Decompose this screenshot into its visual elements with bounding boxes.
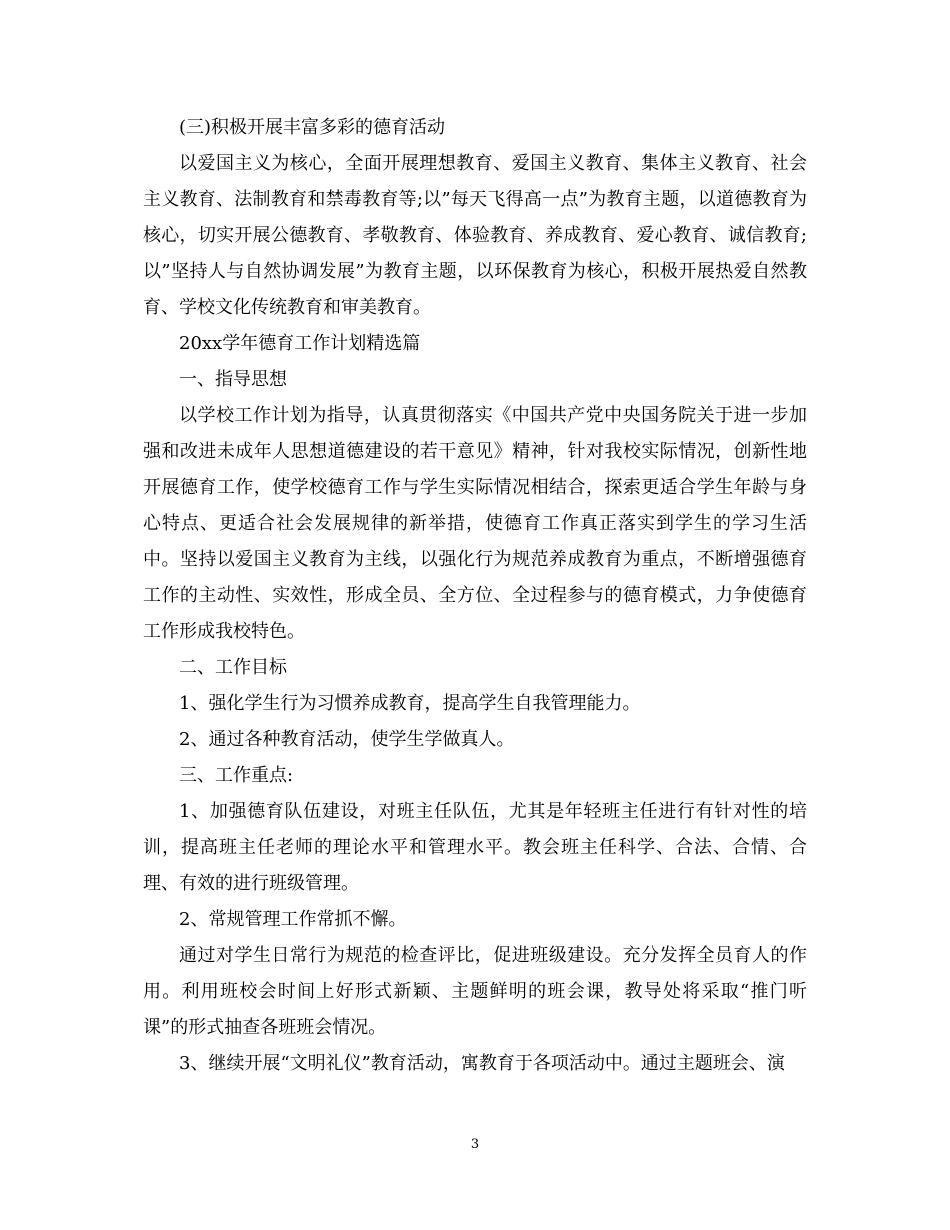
page-number: 3 xyxy=(470,1137,480,1152)
paragraph-guiding-thought: 以学校工作计划为指导，认真贯彻落实《中国共产党中央国务院关于进一步加强和改进未成年人思想道德建设的若干意见》精神，针对我校实际情况，创新性地开展德育工作，使学校德育工作与学生实际情况相结合，探索更适合学生年龄与身心特点、更适合社会发展规律的新举措，使德育工作真正落实到学生的学习生活中。坚持以爱国主义教育为主线，以强化行为规范养成教育为重点，不断增强德育工作的主动性、实效性，形成全员、全方位、全过程参与的德育模式，力争使德育工作形成我校特色。 xyxy=(143,405,807,642)
section-heading-goals: 二、工作目标 xyxy=(179,657,287,678)
focus-item-2: 2、常规管理工作常抓不懈。 xyxy=(179,909,407,930)
focus-item-1: 1、加强德育队伍建设，对班主任队伍，尤其是年轻班主任进行有针对性的培训，提高班主任老师的理论水平和管理水平。教会班主任科学、合法、合情、合理、有效的进行班级管理。 xyxy=(143,801,807,894)
plan-title: 20xx学年德育工作计划精选篇 xyxy=(179,333,421,354)
goal-item-2: 2、通过各种教育活动，使学生学做真人。 xyxy=(179,729,515,750)
document-body xyxy=(143,110,807,1082)
focus-item-3: 3、继续开展“文明礼仪”教育活动，寓教育于各项活动中。通过主题班会、演 xyxy=(179,1053,785,1074)
section-heading-focus: 三、工作重点: xyxy=(179,765,294,786)
paragraph-patriotism: 以爱国主义为核心，全面开展理想教育、爱国主义教育、集体主义教育、社会主义教育、法制教育和禁毒教育等;以”每天飞得高一点”为教育主题，以道德教育为核心，切实开展公德教育、孝敬教育、体验教育、养成教育、爱心教育、诚信教育;以”坚持人与自然协调发展”为教育主题，以环保教育为核心，积极开展热爱自然教育、学校文化传统教育和审美教育。 xyxy=(143,153,807,318)
goal-item-1: 1、强化学生行为习惯养成教育，提高学生自我管理能力。 xyxy=(179,693,641,714)
paragraph-routine-management: 通过对学生日常行为规范的检查评比，促进班级建设。充分发挥全员育人的作用。利用班校会时间上好形式新颖、主题鲜明的班会课，教导处将采取“推门听课”的形式抽查各班班会情况。 xyxy=(143,945,807,1038)
section-heading-activities: (三)积极开展丰富多彩的德育活动 xyxy=(179,117,446,138)
section-heading-guiding-thought: 一、指导思想 xyxy=(179,369,287,390)
